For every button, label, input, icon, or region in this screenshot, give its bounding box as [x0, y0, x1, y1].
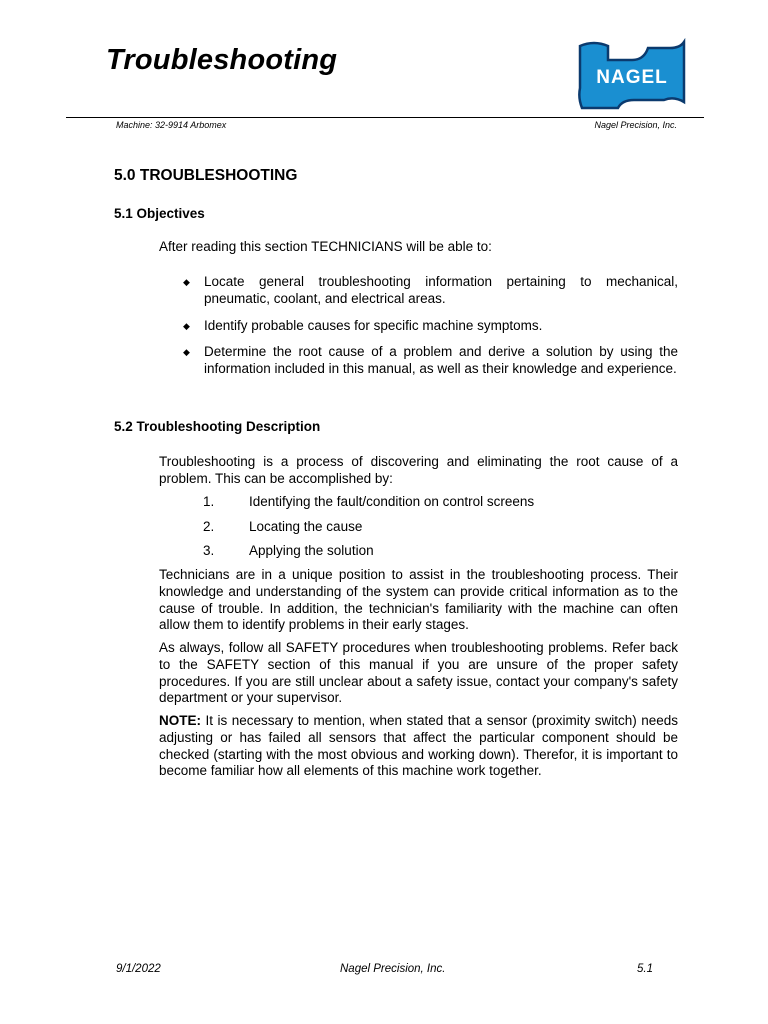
list-item [159, 494, 678, 519]
step-number: 2. [203, 518, 215, 534]
logo-text: NAGEL [596, 67, 668, 88]
list-item-text: Determine the root cause of a problem and derive a solution by using the information included in this manual, as well as their knowledge and experience. [204, 344, 678, 377]
step-number: 3. [203, 543, 215, 558]
objectives-intro: After reading this section TECHNICIANS will be able to: [159, 239, 492, 254]
objectives-heading: 5.1 Objectives [114, 206, 205, 221]
description-heading: 5.2 Troubleshooting Description [114, 419, 321, 434]
note-paragraph [159, 713, 678, 780]
list-item [159, 519, 678, 544]
list-item [159, 318, 678, 335]
header-machine: Machine: 32-9914 Arbomex [116, 120, 227, 130]
step-text: Identifying the fault/condition on control screens [249, 494, 535, 509]
step-text: Applying the solution [249, 543, 374, 558]
list-item [159, 274, 678, 308]
section-heading: 5.0 TROUBLESHOOTING [114, 167, 298, 184]
page-header-title: Troubleshooting [106, 44, 338, 76]
header-company: Nagel Precision, Inc. [594, 120, 677, 130]
note-label: NOTE: [159, 713, 201, 728]
footer-date: 9/1/2022 [116, 963, 161, 975]
diamond-bullet-icon: ◆ [183, 320, 190, 331]
header-rule [66, 117, 704, 118]
footer-company: Nagel Precision, Inc. [340, 963, 446, 975]
objectives-list [159, 274, 678, 388]
description-intro: Troubleshooting is a process of discovering and eliminating the root cause of a problem. This can be accomplished by: [159, 454, 678, 486]
technicians-paragraph: Technicians are in a unique position to assist in the troubleshooting process. Their knowledge and understanding of the system can provide critical information as to the cause of trouble. In addition, the technician's familiarity with the machine can often allow them to identify problems in their early stages. [159, 567, 678, 633]
diamond-bullet-icon: ◆ [183, 347, 190, 358]
list-item-text: Locate general troubleshooting information pertaining to mechanical, pneumatic, coolant, and electrical areas. [204, 274, 678, 306]
step-number: 1. [203, 494, 215, 509]
note-text: It is necessary to mention, when stated that a sensor (proximity switch) needs adjusting or has failed all sensors that affect the particular component should be checked (starting with the most obvious and working down). Therefor, it is important to become familiar how all elements of this machine work together. [159, 713, 678, 779]
diamond-bullet-icon: ◆ [183, 277, 190, 287]
safety-paragraph: As always, follow all SAFETY procedures when troubleshooting problems. Refer back to the SAFETY section of this manual if you are unsure of the proper safety procedures. If you are still unclear about a safety issue, contact your company's safety department or your supervisor. [159, 640, 678, 706]
list-item [159, 543, 678, 568]
list-item-text: Identify probable causes for specific machine symptoms. [204, 317, 543, 333]
steps-list [159, 494, 678, 568]
step-text: Locating the cause [249, 518, 363, 534]
list-item [159, 344, 678, 378]
footer-page-number: 5.1 [637, 963, 653, 975]
nagel-logo [574, 38, 690, 110]
